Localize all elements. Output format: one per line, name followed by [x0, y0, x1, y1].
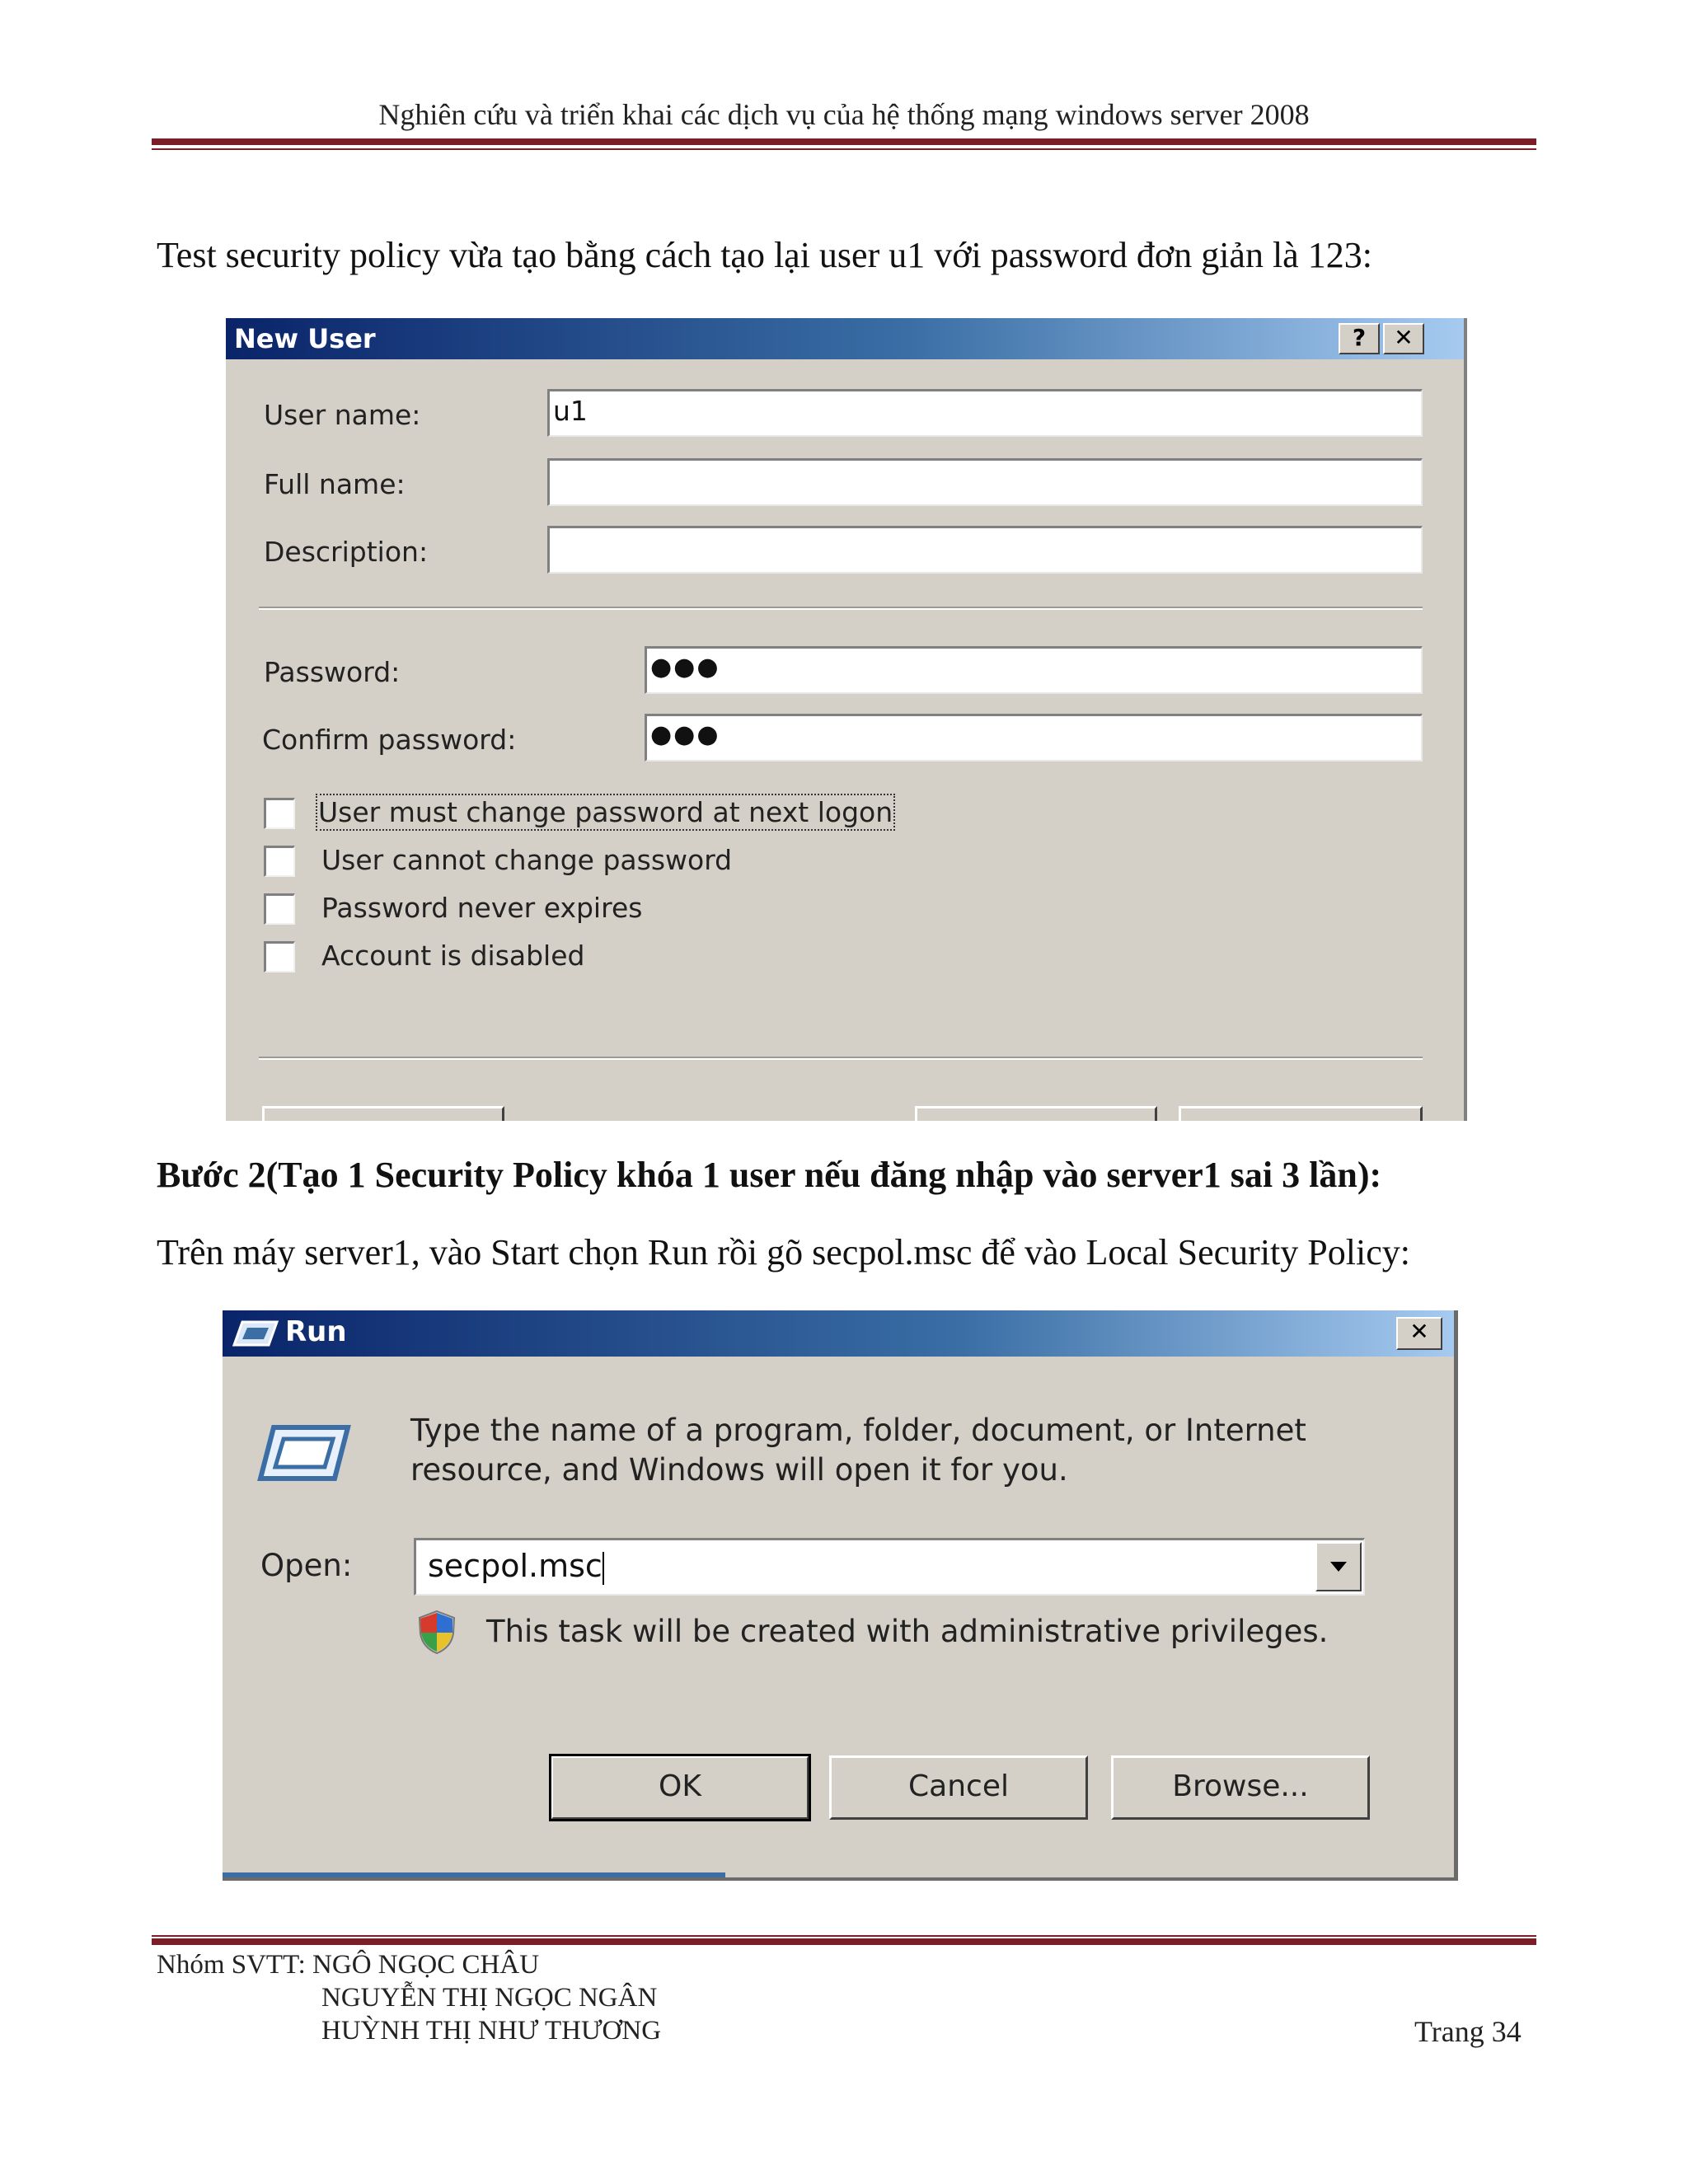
dialog-bottom-separator [259, 1057, 1423, 1060]
dialog-title: New User [234, 323, 376, 354]
page-number: Trang 34 [1414, 2015, 1522, 2048]
cannot-change-password-label[interactable]: User cannot change password [321, 844, 733, 876]
full-name-field[interactable] [547, 458, 1423, 506]
password-label: Password: [264, 656, 401, 688]
new-user-dialog [226, 318, 1467, 1121]
password-field[interactable]: ●●● [645, 646, 1423, 694]
admin-privileges-note: This task will be created with administrative privileges. [486, 1614, 1329, 1649]
browse-button[interactable]: Browse... [1111, 1755, 1370, 1820]
dialog-title-bar [226, 318, 1464, 359]
uac-shield-icon [415, 1609, 458, 1655]
user-name-label: User name: [264, 399, 421, 431]
description-label: Description: [264, 536, 429, 568]
dropdown-arrow-icon[interactable] [1315, 1542, 1362, 1591]
must-change-password-label[interactable]: User must change password at next logon [318, 796, 893, 828]
step-heading: Bước 2(Tạo 1 Security Policy khóa 1 user nếu đăng nhập vào server1 sai 3 lần): [157, 1155, 1382, 1195]
cannot-change-password-checkbox[interactable] [264, 846, 295, 877]
account-disabled-checkbox[interactable] [264, 941, 295, 972]
open-input-value[interactable]: secpol.msc [428, 1548, 603, 1584]
footer-member-2: NGUYỄN THỊ NGỌC NGÂN [321, 1983, 658, 2013]
text-cursor [603, 1552, 604, 1585]
password-never-expires-label[interactable]: Password never expires [321, 892, 643, 924]
full-name-label: Full name: [264, 468, 406, 500]
footer-rule [152, 1938, 1536, 1945]
run-message-line1: Type the name of a program, folder, document, or Internet [410, 1413, 1306, 1448]
run-icon [256, 1421, 354, 1487]
run-message-line2: resource, and Windows will open it for you. [410, 1452, 1068, 1488]
cancel-button[interactable]: Cancel [829, 1755, 1088, 1820]
open-combobox[interactable] [414, 1538, 1365, 1596]
run-dialog [223, 1310, 1458, 1881]
run-title-icon [231, 1317, 280, 1350]
password-never-expires-checkbox[interactable] [264, 893, 295, 925]
must-change-password-checkbox[interactable] [264, 798, 295, 829]
close-icon[interactable]: ✕ [1396, 1317, 1442, 1350]
account-disabled-label[interactable]: Account is disabled [321, 940, 585, 972]
dialog-button-partial[interactable] [1179, 1106, 1423, 1121]
dialog-button-partial[interactable] [915, 1106, 1157, 1121]
user-name-field[interactable]: u1 [547, 389, 1423, 437]
close-icon[interactable]: ✕ [1383, 323, 1424, 354]
description-field[interactable] [547, 526, 1423, 574]
intro-paragraph: Test security policy vừa tạo bằng cách tạo lại user u1 với password đơn giản là 123: [157, 235, 1372, 275]
run-bottom-edge [223, 1872, 725, 1877]
help-icon[interactable]: ? [1339, 323, 1380, 354]
footer-group-label: Nhóm SVTT: NGÔ NGỌC CHÂU [157, 1950, 540, 1980]
ok-button[interactable]: OK [551, 1755, 809, 1820]
dialog-button-partial[interactable] [262, 1106, 504, 1121]
header-rule [152, 138, 1536, 145]
open-label: Open: [260, 1548, 353, 1583]
run-title-bar [223, 1310, 1454, 1357]
header-rule-thin [152, 148, 1536, 150]
confirm-password-label: Confirm password: [262, 724, 517, 756]
page-header-title: Nghiên cứu và triển khai các dịch vụ của hệ thống mạng windows server 2008 [378, 98, 1310, 131]
run-title: Run [285, 1315, 347, 1348]
step-paragraph: Trên máy server1, vào Start chọn Run rồi gõ secpol.msc để vào Local Security Policy: [157, 1232, 1410, 1272]
footer-rule-thin [152, 1935, 1536, 1937]
footer-member-3: HUỲNH THỊ NHƯ THƯƠNG [321, 2016, 662, 2046]
dialog-separator [259, 607, 1423, 610]
confirm-password-field[interactable]: ●●● [645, 714, 1423, 762]
